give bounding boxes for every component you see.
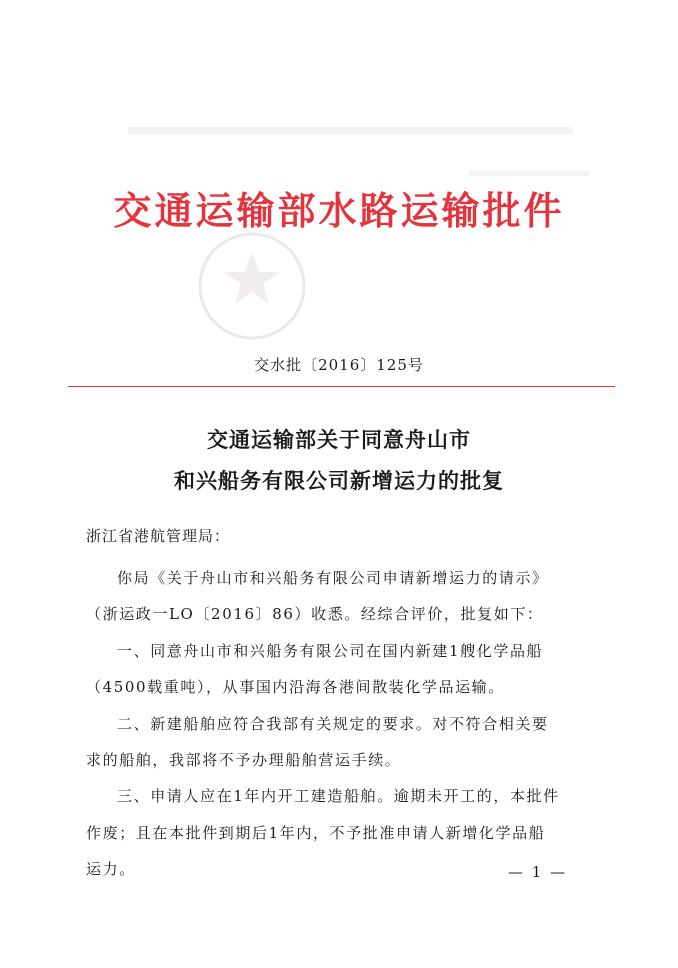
- body-line: 运力。: [86, 860, 136, 879]
- body-line: 一、同意舟山市和兴船务有限公司在国内新建1艘化学品船: [117, 641, 544, 660]
- body-line: 你局《关于舟山市和兴船务有限公司申请新增运力的请示》: [117, 569, 549, 587]
- bleed-text-ghost-2: [470, 170, 590, 176]
- document-title-line-2: 和兴船务有限公司新增运力的批复: [174, 469, 504, 493]
- salutation: 浙江省港航管理局：: [86, 527, 231, 545]
- body-line: （浙运政一LO〔2016〕86）收悉。经综合评价，批复如下：: [86, 605, 544, 624]
- document-title-line-1: 交通运输部关于同意舟山市: [207, 428, 471, 452]
- document-number: 交水批〔2016〕125号: [254, 356, 424, 374]
- body-line: 求的船舶，我部将不予办理船舶营运手续。: [86, 750, 402, 769]
- page-number: — 1 —: [508, 863, 568, 881]
- document-body: [86, 560, 606, 888]
- bleed-text-ghost-1: [128, 127, 573, 134]
- red-divider-line: [68, 386, 615, 387]
- seal-ghost-star: [224, 252, 280, 304]
- body-line: 二、新建船舶应符合我部有关规定的要求。对不符合相关要: [117, 714, 549, 733]
- body-line: 三、申请人应在1年内开工建造船舶。逾期未开工的，本批件: [117, 787, 560, 806]
- body-line: 作废；且在本批件到期后1年内，不予批准申请人新增化学品船: [86, 823, 546, 842]
- issuing-authority-header: 交通运输部水路运输批件: [113, 189, 565, 233]
- seal-ghost-circle: [200, 234, 304, 338]
- body-line: （4500载重吨），从事国内沿海各港间散装化学品运输。: [86, 678, 505, 697]
